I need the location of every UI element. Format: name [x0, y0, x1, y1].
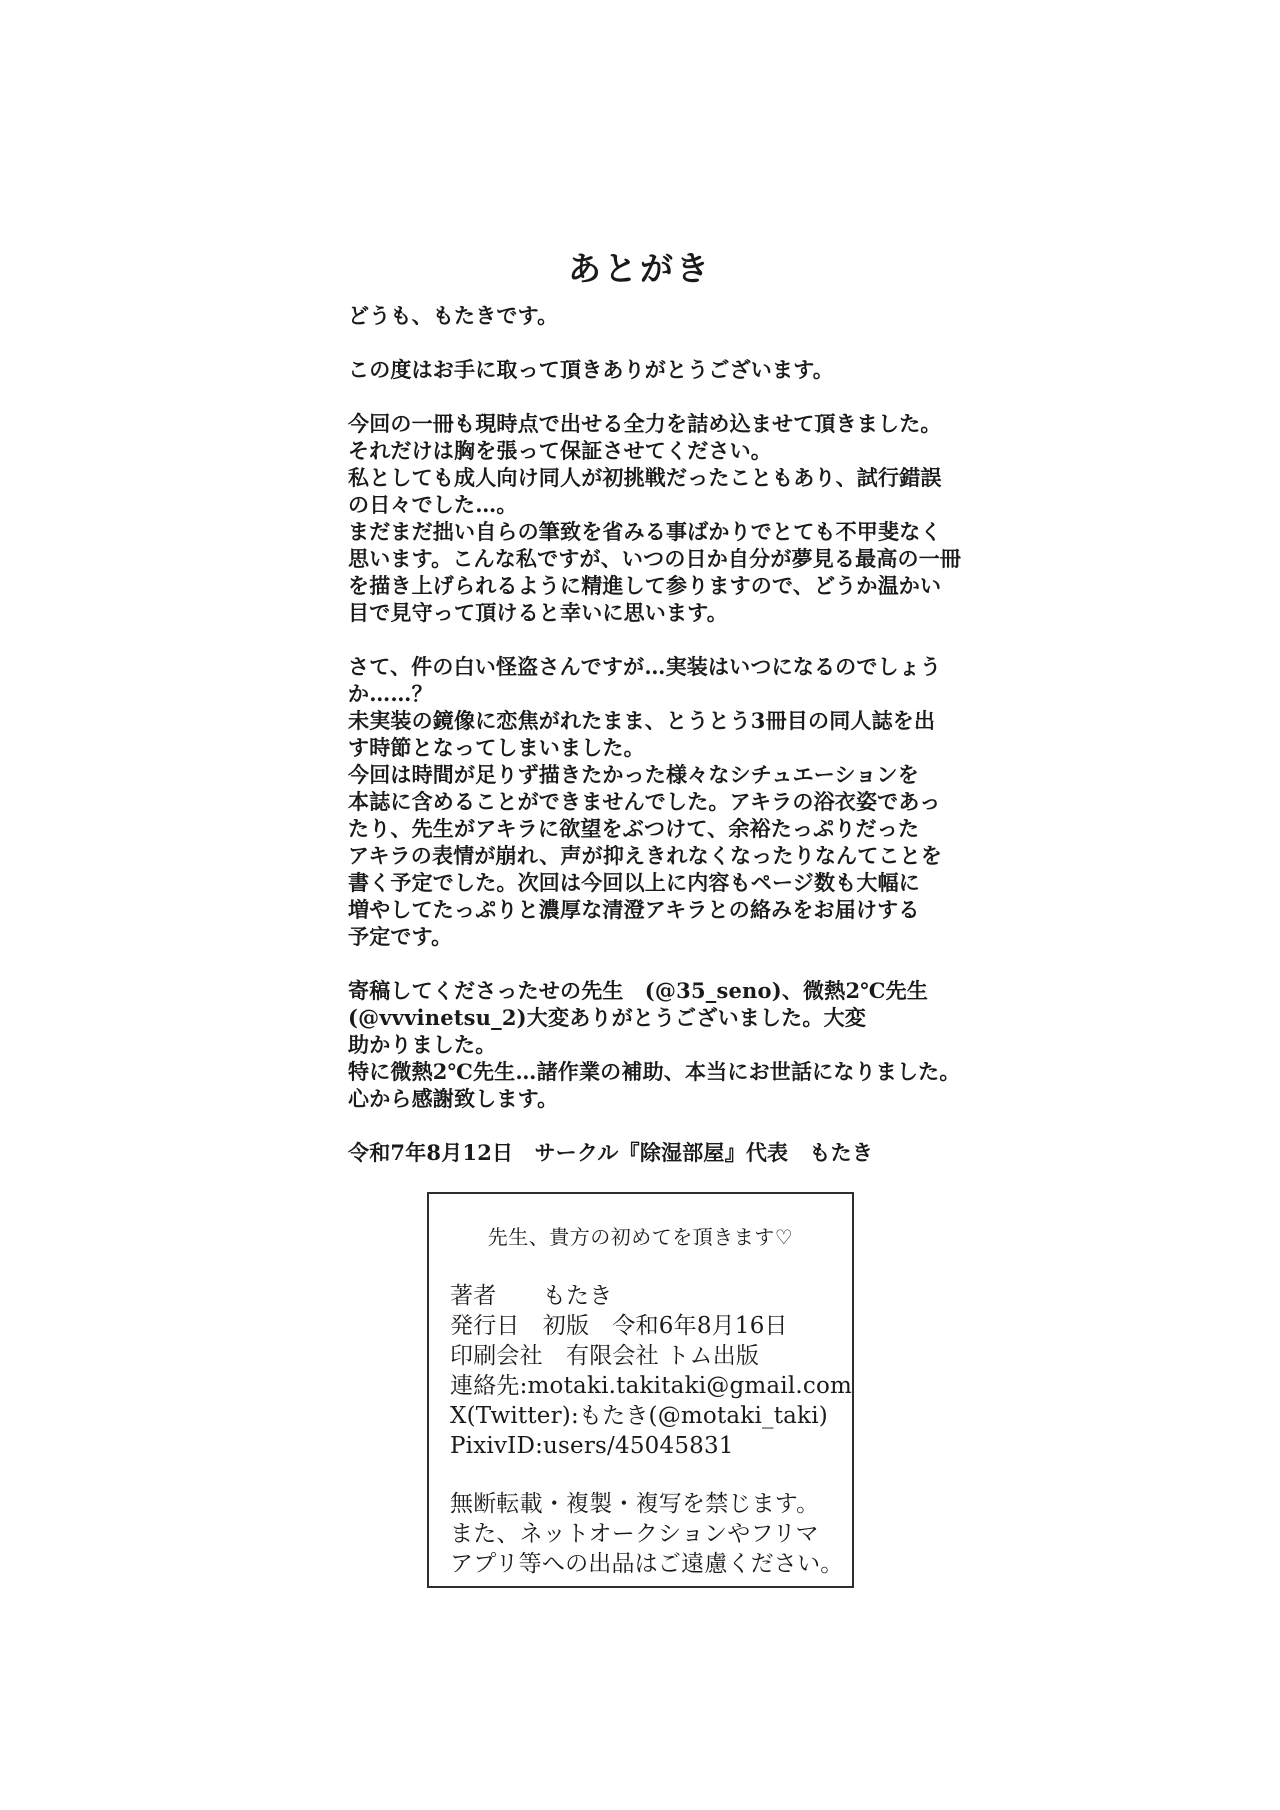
- afterword-line: 今回の一冊も現時点で出せる全力を詰め込ませて頂きました。: [348, 411, 942, 436]
- afterword-line: アキラの表情が崩れ、声が抑えきれなくなったりなんてことを: [348, 843, 943, 868]
- colophon-twitter-line: X(Twitter):もたき(@motaki_taki): [450, 1403, 828, 1429]
- afterword-signature-line: 令和7年8月12日 サークル『除湿部屋』代表 もたき: [348, 1140, 874, 1165]
- afterword-line: 書く予定でした。次回は今回以上に内容もページ数も大幅に: [348, 870, 920, 895]
- afterword-line: [348, 383, 988, 410]
- afterword-line: (@vvvinetsu_2)大変ありがとうございました。大変: [348, 1005, 866, 1030]
- afterword-line: 思います。こんな私ですが、いつの日か自分が夢見る最高の一冊: [348, 546, 962, 571]
- afterword-line: 助かりました。: [348, 1032, 497, 1057]
- colophon-printer-line: 印刷会社 有限会社 トム出版: [450, 1343, 760, 1369]
- page-title: あとがき: [568, 249, 712, 288]
- afterword-line: まだまだ拙い自らの筆致を省みる事ばかりでとても不甲斐なく: [348, 519, 942, 544]
- colophon-book-title: 先生、貴方の初めてを頂きます♡: [487, 1225, 794, 1249]
- afterword-line: [348, 626, 988, 653]
- afterword-text: [348, 302, 988, 1166]
- afterword-line: か……？: [348, 681, 433, 706]
- colophon-spacer: [450, 1461, 852, 1489]
- afterword-line: [348, 1112, 988, 1139]
- colophon-details: [429, 1281, 852, 1579]
- afterword-line: 私としても成人向け同人が初挑戦だったこともあり、試行錯誤: [348, 465, 942, 490]
- afterword-line: この度はお手に取って頂きありがとうございます。: [348, 357, 834, 382]
- afterword-line: 未実装の鏡像に恋焦がれたまま、とうとう3冊目の同人誌を出: [348, 708, 936, 733]
- afterword-line: 予定です。: [348, 924, 453, 949]
- afterword-line: [348, 329, 988, 356]
- afterword-line: す時節となってしまいました。: [348, 735, 645, 760]
- afterword-line: の日々でした…。: [348, 492, 518, 517]
- afterword-line: さて、件の白い怪盗さんですが…実装はいつになるのでしょう: [348, 654, 942, 679]
- afterword-line: 目で見守って頂けると幸いに思います。: [348, 600, 728, 625]
- afterword-line: 特に微熱2℃先生…諸作業の補助、本当にお世話になりました。: [348, 1059, 961, 1084]
- afterword-line: どうも、もたきです。: [348, 303, 559, 328]
- afterword-line: それだけは胸を張って保証させてください。: [348, 438, 772, 463]
- afterword-line: 寄稿してくださったせの先生 (@35_seno)、微熱2℃先生: [348, 978, 929, 1003]
- afterword-line: 今回は時間が足りず描きたかった様々なシチュエーションを: [348, 762, 919, 787]
- afterword-line: 本誌に含めることができませんでした。アキラの浴衣姿であっ: [348, 789, 941, 814]
- afterword-line: 増やしてたっぷりと濃厚な清澄アキラとの絡みをお届けする: [348, 897, 920, 922]
- colophon-contact-line: 連絡先:motaki.takitaki@gmail.com: [450, 1373, 853, 1399]
- colophon-issue-date-line: 発行日 初版 令和6年8月16日: [450, 1313, 788, 1339]
- colophon-box: [427, 1192, 854, 1588]
- colophon-notice-line: アプリ等への出品はご遠慮ください。: [450, 1551, 844, 1577]
- afterword-line: たり、先生がアキラに欲望をぶつけて、余裕たっぷりだった: [348, 816, 920, 841]
- colophon-pixiv-line: PixivID:users/45045831: [450, 1433, 734, 1459]
- afterword-line: 心から感謝致します。: [348, 1086, 559, 1111]
- colophon-notice-line: また、ネットオークションやフリマ: [450, 1521, 819, 1547]
- colophon-author-line: 著者 もたき: [450, 1283, 613, 1309]
- afterword-line: [348, 950, 988, 977]
- colophon-notice-line: 無断転載・複製・複写を禁じます。: [450, 1491, 820, 1517]
- afterword-line: を描き上げられるように精進して参りますので、どうか温かい: [348, 573, 942, 598]
